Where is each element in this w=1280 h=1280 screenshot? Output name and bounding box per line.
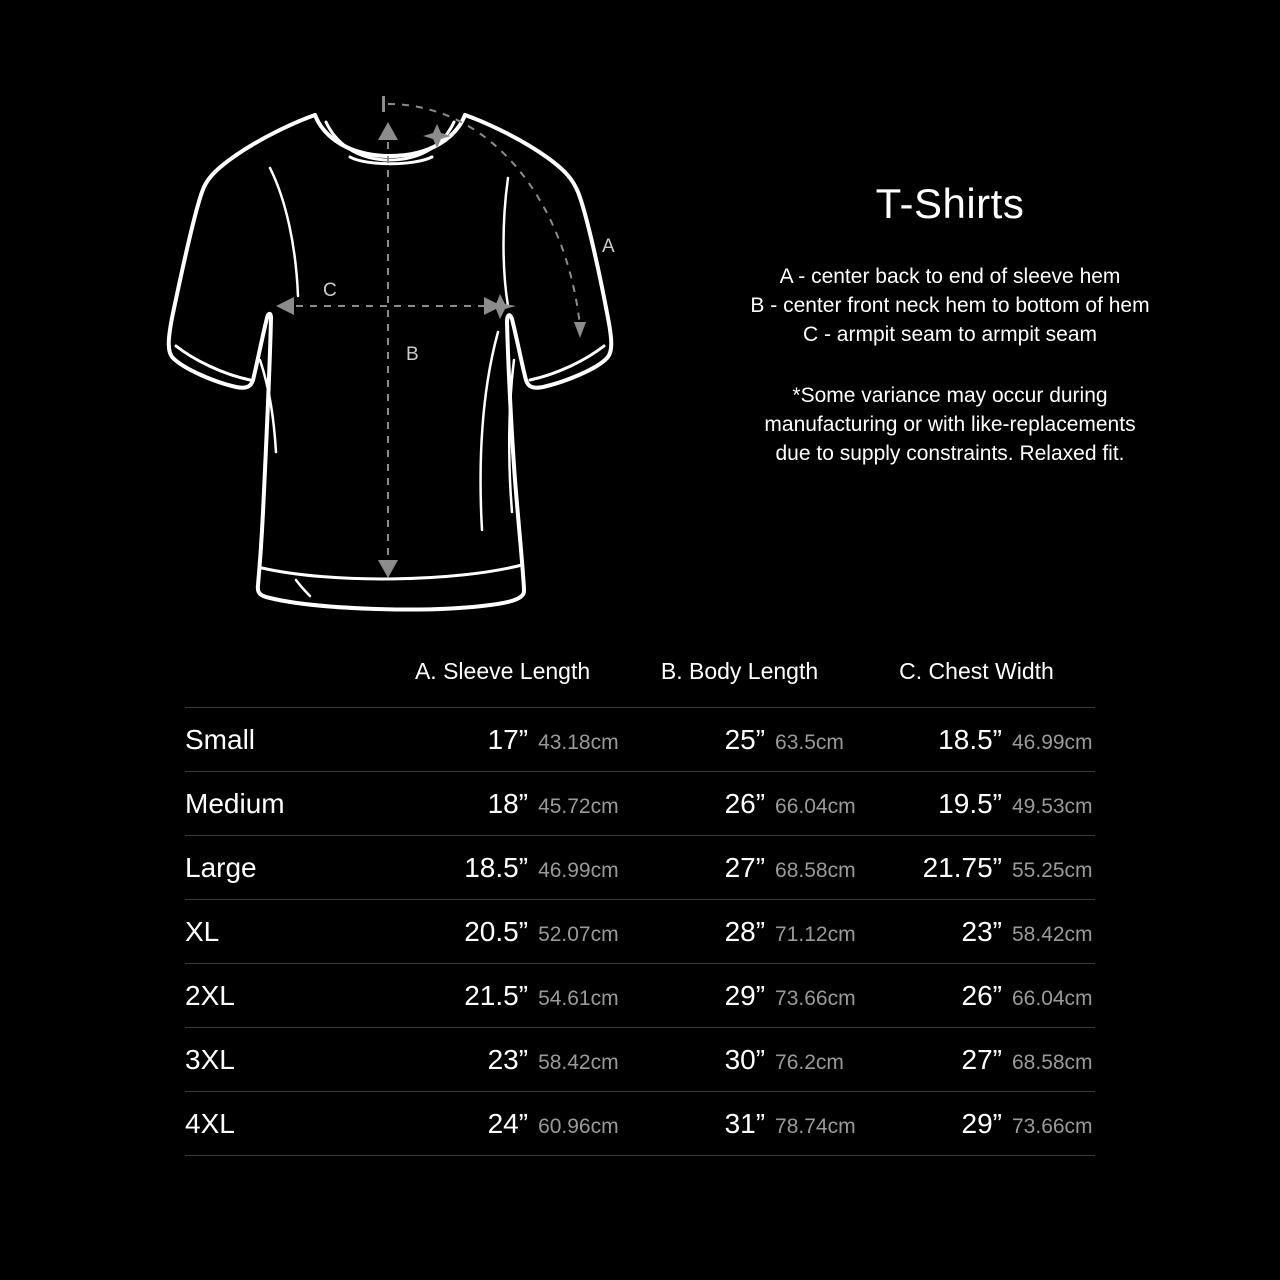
- body-cm: 76.2cm: [775, 1050, 844, 1074]
- sleeve-inches: 24”: [487, 1107, 529, 1139]
- chest-cm: 66.04cm: [1012, 986, 1093, 1010]
- row-chest-cell: [858, 964, 1095, 1028]
- row-size-label: Medium: [185, 772, 384, 836]
- chest-inches: 27”: [961, 1043, 1002, 1075]
- body-inches: 31”: [724, 1107, 766, 1139]
- body-cm: 73.66cm: [775, 986, 856, 1010]
- table-row: [185, 964, 1095, 1028]
- header-chest-width: C. Chest Width: [899, 658, 1054, 684]
- sleeve-cm: 58.42cm: [538, 1050, 619, 1074]
- sleeve-cm: 54.61cm: [538, 986, 619, 1010]
- row-body-cell: [621, 836, 858, 900]
- page-title: T-Shirts: [875, 180, 1025, 227]
- callout-b-label: B: [406, 344, 419, 365]
- body-cm: 71.12cm: [775, 922, 856, 946]
- row-chest-cell: [858, 1092, 1095, 1156]
- body-cm: 68.58cm: [775, 858, 856, 882]
- body-cm: 63.5cm: [775, 730, 844, 754]
- sleeve-inches: 17”: [487, 723, 529, 755]
- row-sleeve-cell: [384, 900, 621, 964]
- sleeve-cm: 45.72cm: [538, 794, 619, 818]
- sleeve-cm: 43.18cm: [538, 730, 619, 754]
- row-body-cell: [621, 900, 858, 964]
- variance-note-line-2: manufacturing or with like-replacements: [764, 413, 1136, 436]
- row-sleeve-cell: [384, 708, 621, 772]
- body-inches: 29”: [724, 979, 766, 1011]
- callout-a-label: A: [602, 236, 615, 257]
- size-table-section: [0, 648, 1280, 1156]
- chest-cm: 49.53cm: [1012, 794, 1093, 818]
- body-inches: 28”: [724, 915, 766, 947]
- table-row: [185, 1092, 1095, 1156]
- row-size-label: 2XL: [185, 964, 384, 1028]
- row-sleeve-cell: [384, 772, 621, 836]
- row-chest-cell: [858, 1028, 1095, 1092]
- body-inches: 30”: [724, 1043, 766, 1075]
- chest-cm: 68.58cm: [1012, 1050, 1093, 1074]
- sleeve-inches: 18”: [487, 787, 529, 819]
- header-size: [185, 648, 384, 708]
- sleeve-cm: 52.07cm: [538, 922, 619, 946]
- body-inches: 27”: [724, 851, 766, 883]
- row-sleeve-cell: [384, 964, 621, 1028]
- legend-line-b: B - center front neck hem to bottom of hem: [750, 294, 1150, 317]
- variance-note: [690, 381, 1210, 468]
- chest-cm: 55.25cm: [1012, 858, 1093, 882]
- table-row: [185, 708, 1095, 772]
- chest-cm: 46.99cm: [1012, 730, 1093, 754]
- table-row: [185, 1028, 1095, 1092]
- body-cm: 66.04cm: [775, 794, 856, 818]
- chest-inches: 29”: [961, 1107, 1002, 1139]
- size-table: [185, 648, 1095, 1156]
- row-sleeve-cell: [384, 1028, 621, 1092]
- row-body-cell: [621, 1028, 858, 1092]
- row-chest-cell: [858, 708, 1095, 772]
- table-row: [185, 836, 1095, 900]
- sleeve-cm: 46.99cm: [538, 858, 619, 882]
- row-chest-cell: [858, 900, 1095, 964]
- legend-line-a: A - center back to end of sleeve hem: [779, 265, 1121, 288]
- callout-c-label: C: [323, 280, 337, 301]
- legend-line-c: C - armpit seam to armpit seam: [802, 323, 1098, 346]
- row-body-cell: [621, 708, 858, 772]
- row-size-label: Small: [185, 708, 384, 772]
- sleeve-inches: 21.5”: [464, 979, 529, 1011]
- sleeve-cm: 60.96cm: [538, 1114, 619, 1138]
- table-row: [185, 772, 1095, 836]
- body-cm: 78.74cm: [775, 1114, 856, 1138]
- sleeve-inches: 20.5”: [464, 915, 529, 947]
- header-sleeve-length: A. Sleeve Length: [414, 658, 591, 684]
- tshirt-illustration: [110, 60, 670, 620]
- row-size-label: XL: [185, 900, 384, 964]
- variance-note-line-1: *Some variance may occur during: [792, 384, 1108, 407]
- body-inches: 25”: [724, 723, 766, 755]
- body-inches: 26”: [724, 787, 766, 819]
- chest-cm: 58.42cm: [1012, 922, 1093, 946]
- row-size-label: Large: [185, 836, 384, 900]
- table-header-row: [185, 648, 1095, 708]
- chest-inches: 23”: [961, 915, 1002, 947]
- row-chest-cell: [858, 836, 1095, 900]
- row-sleeve-cell: [384, 1092, 621, 1156]
- chest-inches: 26”: [961, 979, 1002, 1011]
- sleeve-inches: 18.5”: [464, 851, 529, 883]
- chest-inches: 21.75”: [922, 851, 1002, 883]
- row-body-cell: [621, 964, 858, 1028]
- chest-inches: 19.5”: [938, 787, 1002, 819]
- diagram-section: [0, 0, 1280, 630]
- sleeve-inches: 23”: [487, 1043, 529, 1075]
- table-row: [185, 900, 1095, 964]
- chest-inches: 18.5”: [938, 723, 1002, 755]
- chest-cm: 73.66cm: [1012, 1114, 1093, 1138]
- info-panel: [690, 180, 1210, 468]
- variance-note-line-3: due to supply constraints. Relaxed fit.: [775, 442, 1125, 465]
- row-size-label: 3XL: [185, 1028, 384, 1092]
- row-body-cell: [621, 1092, 858, 1156]
- row-chest-cell: [858, 772, 1095, 836]
- row-size-label: 4XL: [185, 1092, 384, 1156]
- header-body-length: B. Body Length: [660, 658, 819, 684]
- row-body-cell: [621, 772, 858, 836]
- row-sleeve-cell: [384, 836, 621, 900]
- tshirt-diagram: [110, 60, 670, 620]
